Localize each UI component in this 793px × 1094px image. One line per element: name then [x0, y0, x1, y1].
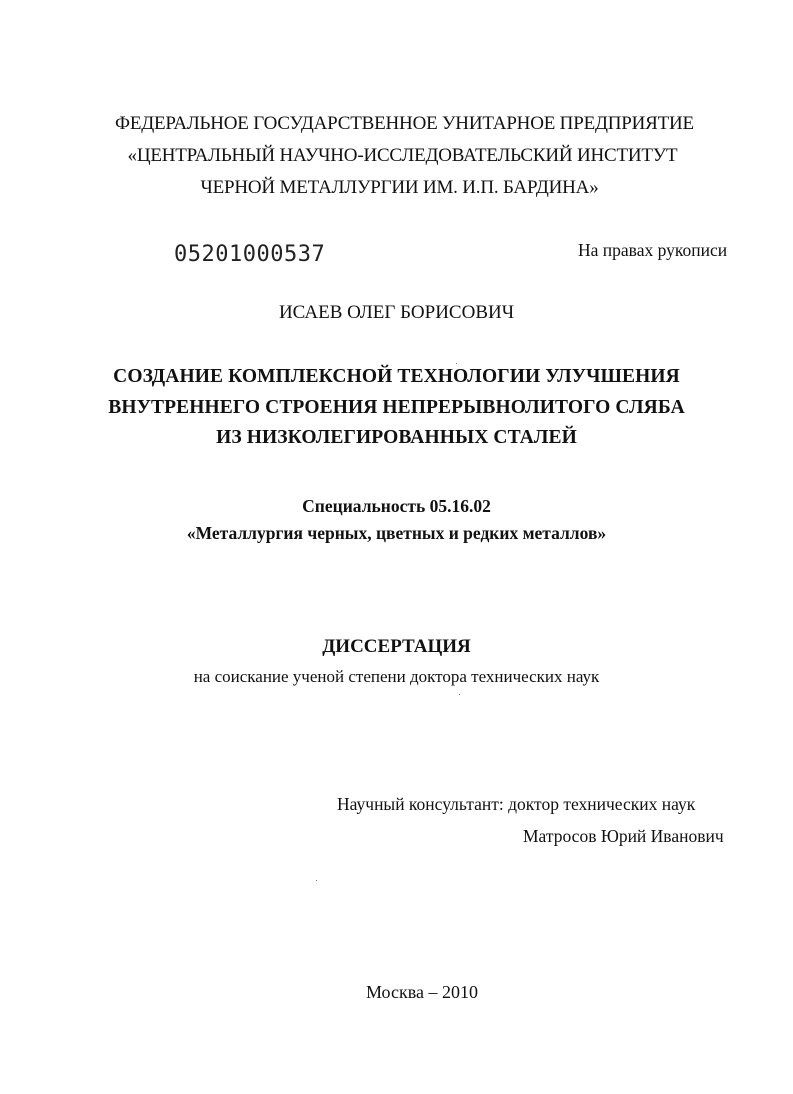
document-type: ДИССЕРТАЦИЯ: [322, 636, 471, 657]
consultant-name: Матросов Юрий Иванович: [523, 826, 724, 846]
organization-line-1: ФЕДЕРАЛЬНОЕ ГОСУДАРСТВЕННОЕ УНИТАРНОЕ ПРЕДПРИЯТИЕ: [115, 113, 694, 134]
organization-line-3: ЧЕРНОЙ МЕТАЛЛУРГИИ ИМ. И.П. БАРДИНА»: [200, 177, 599, 198]
specialty-code: Специальность 05.16.02: [302, 496, 491, 516]
rights-note: На правах рукописи: [578, 240, 728, 260]
place-and-year: Москва – 2010: [366, 982, 478, 1002]
consultant-role: Научный консультант: доктор технических наук: [337, 794, 696, 814]
scan-speck: [456, 363, 457, 364]
dissertation-title-line-1: СОЗДАНИЕ КОМПЛЕКСНОЙ ТЕХНОЛОГИИ УЛУЧШЕНИЯ: [113, 366, 680, 387]
organization-line-2: «ЦЕНТРАЛЬНЫЙ НАУЧНО-ИССЛЕДОВАТЕЛЬСКИЙ ИНСТИТУТ: [127, 145, 678, 166]
dissertation-title-line-2: ВНУТРЕННЕГО СТРОЕНИЯ НЕПРЕРЫВНОЛИТОГО СЛЯБА: [108, 397, 685, 418]
author-name: ИСАЕВ ОЛЕГ БОРИСОВИЧ: [278, 302, 515, 323]
scan-speck: [459, 694, 460, 695]
dissertation-title-line-3: ИЗ НИЗКОЛЕГИРОВАННЫХ СТАЛЕЙ: [216, 427, 577, 448]
catalog-number-stamp: 05201000537: [174, 242, 326, 267]
scan-speck: [316, 880, 317, 881]
degree-line: на соискание ученой степени доктора технических наук: [193, 667, 600, 686]
specialty-name: «Металлургия черных, цветных и редких металлов»: [186, 523, 607, 543]
